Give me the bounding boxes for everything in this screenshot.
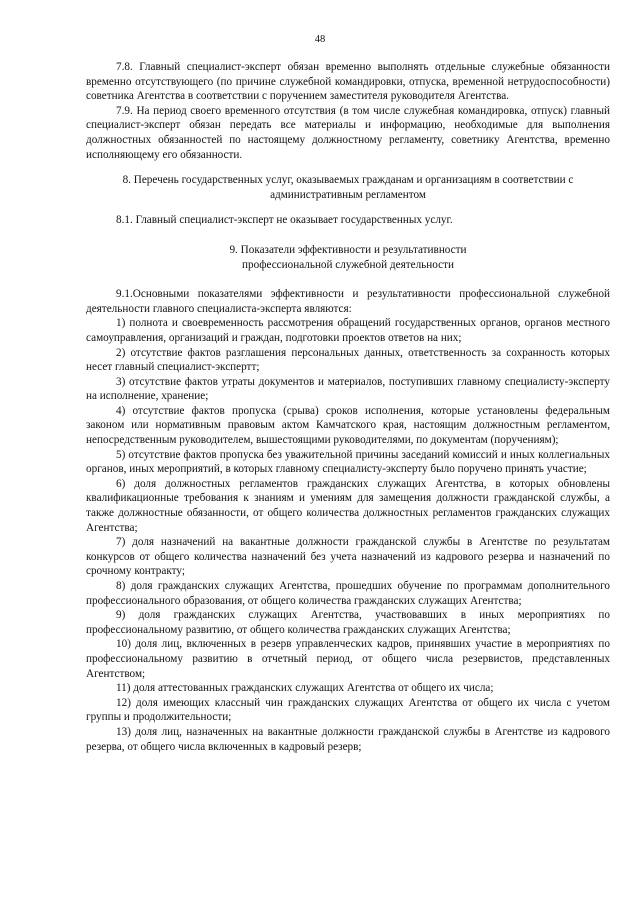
list-item: 4) отсутствие фактов пропуска (срыва) сроков исполнения, которые установлены федеральным законом или нормативным правовым актом Камчатского края, настоящим должностным регламентом, непосредственным руководителем, вышестоящими руководителями, по документам (поручениям); [86,404,610,447]
list-item: 10) доля лиц, включенных в резерв управленческих кадров, принявших участие в мероприятиях по профессиональному развитию в отчетный период, от общего числа резервистов, представленных Агентством; [86,638,610,680]
list-item: 1) полнота и своевременность рассмотрения обращений государственных органов, органов местного самоуправления, организаций и граждан, подготовки проектов ответов на них; [86,317,610,344]
page-content [86,60,610,754]
list-item: 13) доля лиц, назначенных на вакантные должности гражданской службы в Агентстве из кадрового резерва, от общего числа включенных в кадровый резерв; [86,725,610,753]
section-8-heading: 8. Перечень государственных услуг, оказываемых гражданам и организациям в соответствии с административным регламентом [122,174,574,201]
list-item: 11) доля аттестованных гражданских служащих Агентства от общего их числа; [116,682,494,695]
section-9-heading-line1: 9. Показатели эффективности и результативности [229,243,467,256]
list-item: 7) доля назначений на вакантные должности гражданской службы в Агентстве по результатам конкурсов от общего количества назначений без учета назначений из кадрового резерва и назначений по срочному контракту; [86,536,610,578]
list-item: 3) отсутствие фактов утраты документов и материалов, поступивших главному специалисту-эксперту на исполнение, хранение; [86,375,610,403]
section-9-heading-line2: профессиональной служебной деятельности [242,258,454,271]
list-item: 2) отсутствие фактов разглашения персональных данных, ответственность за сохранность которых несет главный специалист-экспертт; [86,346,610,374]
page-number: 48 [314,34,326,45]
list-item: 12) доля имеющих классный чин гражданских служащих Агентства от общего их числа с учетом группы и продолжительности; [86,696,610,724]
paragraph-9-1-intro: 9.1.Основными показателями эффективности и результативности профессиональной служебной деятельности главного специалиста-эксперта являются: [86,288,610,315]
list-item: 9) доля гражданских служащих Агентства, участвовавших в иных мероприятиях по профессиональному развитию, от общего количества гражданских служащих Агентства; [86,609,610,636]
list-item: 6) доля должностных регламентов гражданских служащих Агентства, в которых обновлены квалификационные требования к знаниям и умениям для замещения должности гражданской службы, а также должностные обязанности, от общего количества должностных регламентов гражданских служащих Агентства; [86,477,610,534]
paragraph-7-8: 7.8. Главный специалист-эксперт обязан временно выполнять отдельные служебные обязанности временно отсутствующего (по причине служебной командировки, отпуска, временной нетрудоспособности) советника Агентства в соответствии с поручением заместителя руководителя Агентства. [86,61,610,103]
paragraph-8-1: 8.1. Главный специалист-эксперт не оказывает государственных услуг. [116,214,453,227]
list-item: 5) отсутствие фактов пропуска без уважительной причины заседаний комиссий и иных коллегиальных органов, иных мероприятий, в которых главному специалисту-эксперту было поручено принять участие; [86,448,610,476]
list-item: 8) доля гражданских служащих Агентства, прошедших обучение по программам дополнительного профессионального образования, от общего количества гражданских служащих Агентства; [86,580,610,607]
paragraph-7-9: 7.9. На период своего временного отсутствия (в том числе служебная командировка, отпуск) главный специалист-эксперт обязан передать все материалы и информацию, необходимые для выполнения должностных обязанностей по настоящему должностному регламенту, советнику Агентства, временно исполняющему его обязанности. [86,104,610,161]
